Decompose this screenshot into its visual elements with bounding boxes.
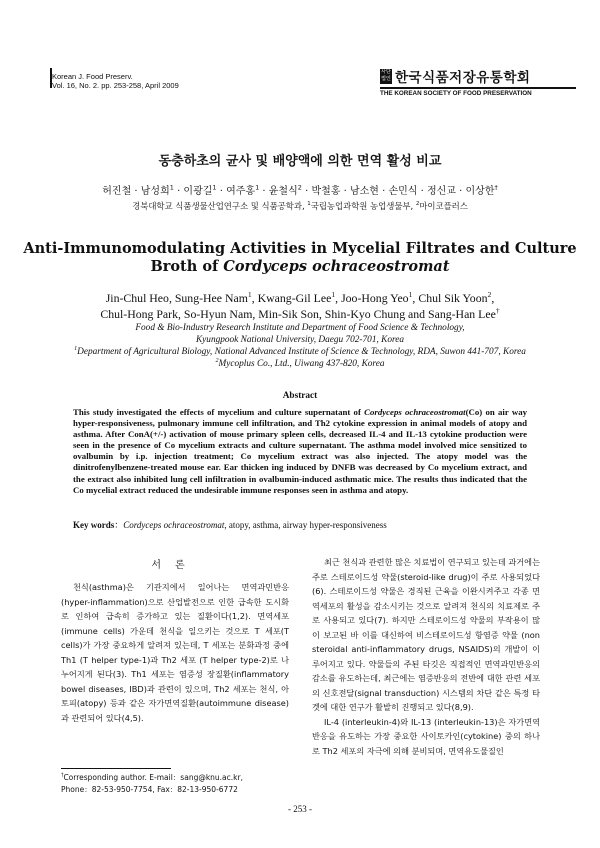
journal-name: Korean J. Food Preserv. [52,72,133,81]
society-logo [380,66,576,97]
english-authors-line1: Jin-Chul Heo, Sung-Hee Nam$^1$, Kwang-Gil Lee$^1$, Joo-Hong Yeo$^1$, Chul Sik Yoon$^2$, [105,290,495,305]
body-paragraph: IL-4 (interleukin-4)와 IL-13 (interleukin-13)은 자가면역반응을 유도하는 가장 중요한 사이토카인(cytokine) 중의 하나로 Th2 세포의 자극에 의해 분비되며, 면역유도물질인 [312,716,540,756]
body-left-column [61,580,289,725]
species-name: Cordyceps ochraceostromat [223,258,450,275]
society-bar [380,87,576,89]
page-number: - 253 - [288,804,312,814]
section-heading-intro: 서론 [151,560,199,571]
english-authors [0,290,600,322]
english-title [0,240,600,276]
journal-info [52,72,179,90]
society-badge: 사단 법인 [381,68,391,82]
body-paragraph: 최근 천식과 관련한 많은 치료법이 연구되고 있는데 과거에는 주로 스테로이드성 약물(steroid-like drug)이 주로 사용되었다(6). 스테로이드성 약물은 경직된 근육을 이완시켜주고 각종 면역세포의 활성을 감소시키는 것으로 알려져 천식의 치료제로 주로 사용되고 있다(7). 하지만 스테로이드성 약물의 부작용이 많이 보고된 바 이를 대신하여 비스테로이드성 항염증 약물 (non steroidal anti-inflammatory drugs, NSAIDS)의 개발이 이루어지고 있다. 약물들의 주된 타깃은 직접적인 면역과민반응의 감소를 유도하는데, 최근에는 염증반응의 전반에 대한 관련 세포의 신호전달(signal transduction) 시스템의 차단 같은 특정 타겟에 대한 연구가 활발히 진행되고 있다(8,9). [312,557,540,712]
english-title-line2: Broth of Cordyceps ochraceostromat [150,258,450,275]
affiliation-line: $^2$Mycoplus Co., Ltd., Uiwang 437-820, Korea [215,357,385,369]
footnote-line2: Phone：82-53-950-7754, Fax：82-13-950-6772 [61,785,238,794]
footnote [61,772,243,796]
affiliation-line: Kyungpook National University, Daegu 702-701, Korea [195,335,405,345]
abstract-text: This study investigated the effects of mycelium and culture supernatant of Cordyceps ochraceostromat(Co) on air way hyper-responsiveness, pulmonary immune cell infiltration, and Th2 cytokine expression in animal models of atopy and asthma. After ConA(+/-) activation of mouse primary spleen cells, decreased IL-4 and IL-13 cytokine production were seen in the presence of Co mycelium extracts and culture supernatant. The asthma model involved mice sensitized to ovalbumin by i.p. injection treatment; Co mycelium extract was also injected. The atopy model was the dinitrofenylbenzene-treated mouse ear. Ear thicken ing induced by DNFB was decreased by Co mycelium extract, and the extract also inhibited lung cell infiltration in ovalbumin-induced asthmatic mice. The results thus indicated that the Co mycelial extract reduced the undesirable immune responses seen in asthma and atopy. [73,407,527,495]
body-paragraph: 천식(asthma)은 기관지에서 일어나는 면역과민반응(hyper-inflammation)으로 산업발전으로 인한 급속한 도시화로 인하여 급속히 증가하고 있는 질환이다(1,2). 면역세포(immune cells) 가운데 천식을 일으키는 것으로 T 세포(T cells)가 가장 중요하게 알려져 있는데, T 세포는 분화과정 중에 Th1 (T helper type-1)과 Th2 세포 (T helper type-2)로 나누어지게 된다(3). Th1 세포는 염증성 장질환(inflammatory bowel diseases, IBD)과 관련이 있으며, Th2 세포는 천식, 아토피(atopy) 등과 같은 자가면역질환(autoimmune disease)과 관련되어 있다(4,5). [61,582,289,723]
footnote-line1: †Corresponding author. E-mail：sang@knu.ac.kr, [61,772,243,782]
keywords: Key words：Cordyceps ochraceostromat, atopy, asthma, airway hyper-responsiveness [73,520,387,530]
journal-issue: Vol. 16, No. 2. pp. 253-258, April 2009 [52,81,179,90]
english-authors-line2: Chul-Hong Park, So-Hyun Nam, Min-Sik Son, Shin-Kyo Chung and Sang-Han Lee† [100,306,500,321]
affiliation-line: $^1$Department of Agricultural Biology, National Advanced Institute of Science & Technology, RDA, Suwon 441-707, Korea [74,345,526,357]
korean-authors: 허진철 · 남성희$^1$ · 이광길$^1$ · 여주홍$^1$ · 윤철식$^2$ · 박철홍 · 남소현 · 손민식 · 정신교 · 이상한† [102,183,498,197]
society-english-name: THE KOREAN SOCIETY OF FOOD PRESERVATION [380,90,532,97]
abstract-heading: Abstract [282,391,318,401]
footnote-rule [61,768,171,769]
korean-title: 동충하초의 균사 및 배양액에 의한 면역 활성 비교 [158,154,442,169]
korean-affiliations: 경북대학교 식품생물산업연구소 및 식품공학과, $^1$국립농업과학원 농업생물부, $^2$마이코플러스 [132,201,468,211]
affiliation-line: Food & Bio-Industry Research Institute and Department of Food Science & Technology, [135,323,465,333]
body-right-column [312,555,540,758]
english-affiliations [0,322,600,370]
society-korean-name: 한국식품저장유통학회 [395,70,531,86]
english-title-line1: Anti-Immunomodulating Activities in Mycelial Filtrates and Culture [23,240,577,257]
